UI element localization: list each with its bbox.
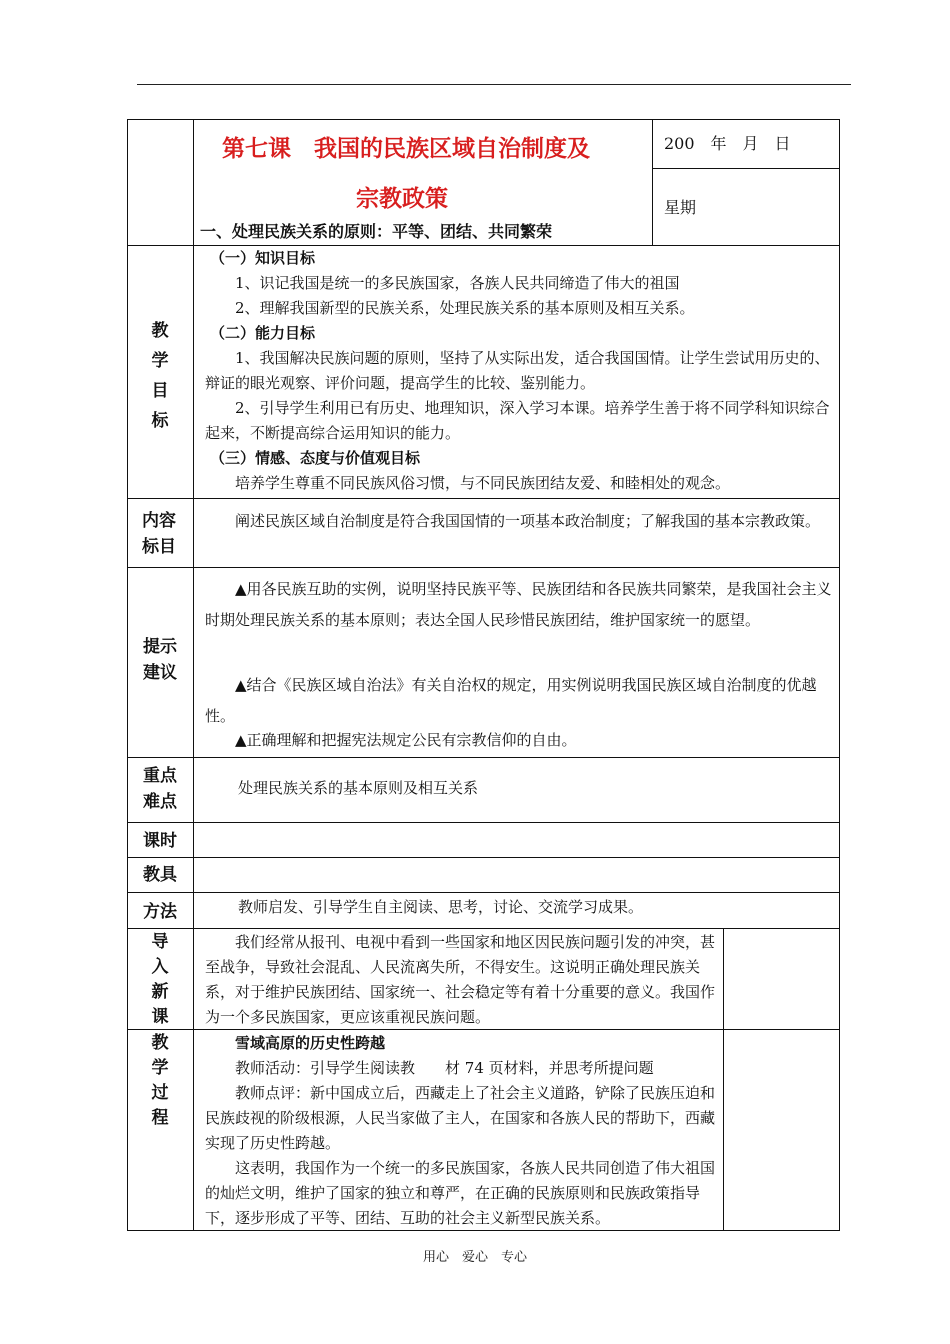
goal-item: 培养学生尊重不同民族风俗习惯，与不同民族团结友爱、和睦相处的观念。 xyxy=(235,474,731,492)
process-activity: 教师活动：引导学生阅读教 材 74 页材料，并思考所提问题 xyxy=(235,1059,654,1077)
key-text: 处理民族关系的基本原则及相互关系 xyxy=(238,779,479,797)
row-label-method: 方法 xyxy=(143,902,177,922)
lesson-title: 第七课 我国的民族区域自治制度及 xyxy=(222,136,590,162)
goal-heading-ability: （二）能力目标 xyxy=(210,324,316,342)
tip-item: ▲正确理解和把握宪法规定公民有宗教信仰的自由。 xyxy=(235,731,577,749)
row-label-tips: 提示 建议 xyxy=(143,637,177,683)
goal-heading-attitude: （三）情感、态度与价值观目标 xyxy=(210,449,421,467)
header-rule xyxy=(137,84,851,85)
row-divider xyxy=(127,822,840,823)
date-field: 200 年 月 日 xyxy=(664,134,791,153)
header-divider xyxy=(652,168,840,169)
section-subtitle: 一、处理民族关系的原则：平等、团结、共同繁荣 xyxy=(200,222,553,241)
lesson-title-cont: 宗教政策 xyxy=(356,186,448,212)
goal-item: 2、引导学生利用已有历史、地理知识，深入学习本课。培养学生善于将不同学科知识综合起来，不断提高综合运用知识的能力。 xyxy=(205,399,830,442)
row-divider xyxy=(127,567,840,568)
row-label-tools: 教具 xyxy=(143,865,177,885)
table-divider xyxy=(193,119,194,1231)
row-label-key: 重点 难点 xyxy=(143,766,177,812)
goal-heading-knowledge: （一）知识目标 xyxy=(210,249,316,267)
row-label-intro: 导 入 新 课 xyxy=(151,932,169,1027)
row-divider xyxy=(127,498,840,499)
row-label-content: 内容 标目 xyxy=(142,511,176,557)
process-comment: 教师点评：新中国成立后，西藏走上了社会主义道路，铲除了民族压迫和民族歧视的阶级根源，人民当家做了主人，在国家和各族人民的帮助下，西藏实现了历史性跨越。 xyxy=(205,1084,716,1152)
row-divider xyxy=(127,928,840,929)
goal-item: 1、我国解决民族问题的原则，坚持了从实际出发，适合我国国情。让学生尝试用历史的、辩证的眼光观察、评价问题，提高学生的比较、鉴别能力。 xyxy=(205,349,830,392)
content-text: 阐述民族区域自治制度是符合我国国情的一项基本政治制度；了解我国的基本宗教政策。 xyxy=(235,512,821,530)
row-label-goals: 教 学 目 标 xyxy=(151,321,169,431)
row-divider xyxy=(127,892,840,893)
weekday-field: 星期 xyxy=(664,198,697,217)
header-divider xyxy=(652,119,653,245)
row-divider xyxy=(127,857,840,858)
row-label-process: 教 学 过 程 xyxy=(151,1033,169,1128)
row-label-hours: 课时 xyxy=(143,831,177,851)
row-divider xyxy=(127,1029,840,1030)
goal-item: 2、理解我国新型的民族关系，处理民族关系的基本原则及相互关系。 xyxy=(235,299,695,317)
process-conclusion: 这表明，我国作为一个统一的多民族国家，各族人民共同创造了伟大祖国的灿烂文明，维护了国家的独立和尊严，在正确的民族原则和民族政策指导下，逐步形成了平等、团结、互助的社会主义新型民族关系。 xyxy=(205,1159,716,1227)
tip-item: ▲用各民族互助的实例，说明坚持民族平等、民族团结和各民族共同繁荣，是我国社会主义时期处理民族关系的基本原则；表达全国人民珍惜民族团结，维护国家统一的愿望。 xyxy=(205,580,832,629)
intro-text: 我们经常从报刊、电视中看到一些国家和地区因民族问题引发的冲突，甚至战争，导致社会混乱、人民流离失所，不得安生。这说明正确处理民族关系，对于维护民族团结、国家统一、社会稳定等有着十分重要的意义。我国作为一个多民族国家，更应该重视民族问题。 xyxy=(205,933,716,1026)
process-heading: 雪域高原的历史性跨越 xyxy=(235,1034,386,1052)
tip-item: ▲结合《民族区域自治法》有关自治权的规定，用实例说明我国民族区域自治制度的优越性。 xyxy=(205,676,817,725)
method-text: 教师启发、引导学生自主阅读、思考，讨论、交流学习成果。 xyxy=(238,898,644,916)
goal-item: 1、识记我国是统一的多民族国家，各族人民共同缔造了伟大的祖国 xyxy=(235,274,680,292)
page-footer: 用心 爱心 专心 xyxy=(422,1250,527,1265)
column-divider xyxy=(723,928,724,1231)
row-divider xyxy=(127,757,840,758)
